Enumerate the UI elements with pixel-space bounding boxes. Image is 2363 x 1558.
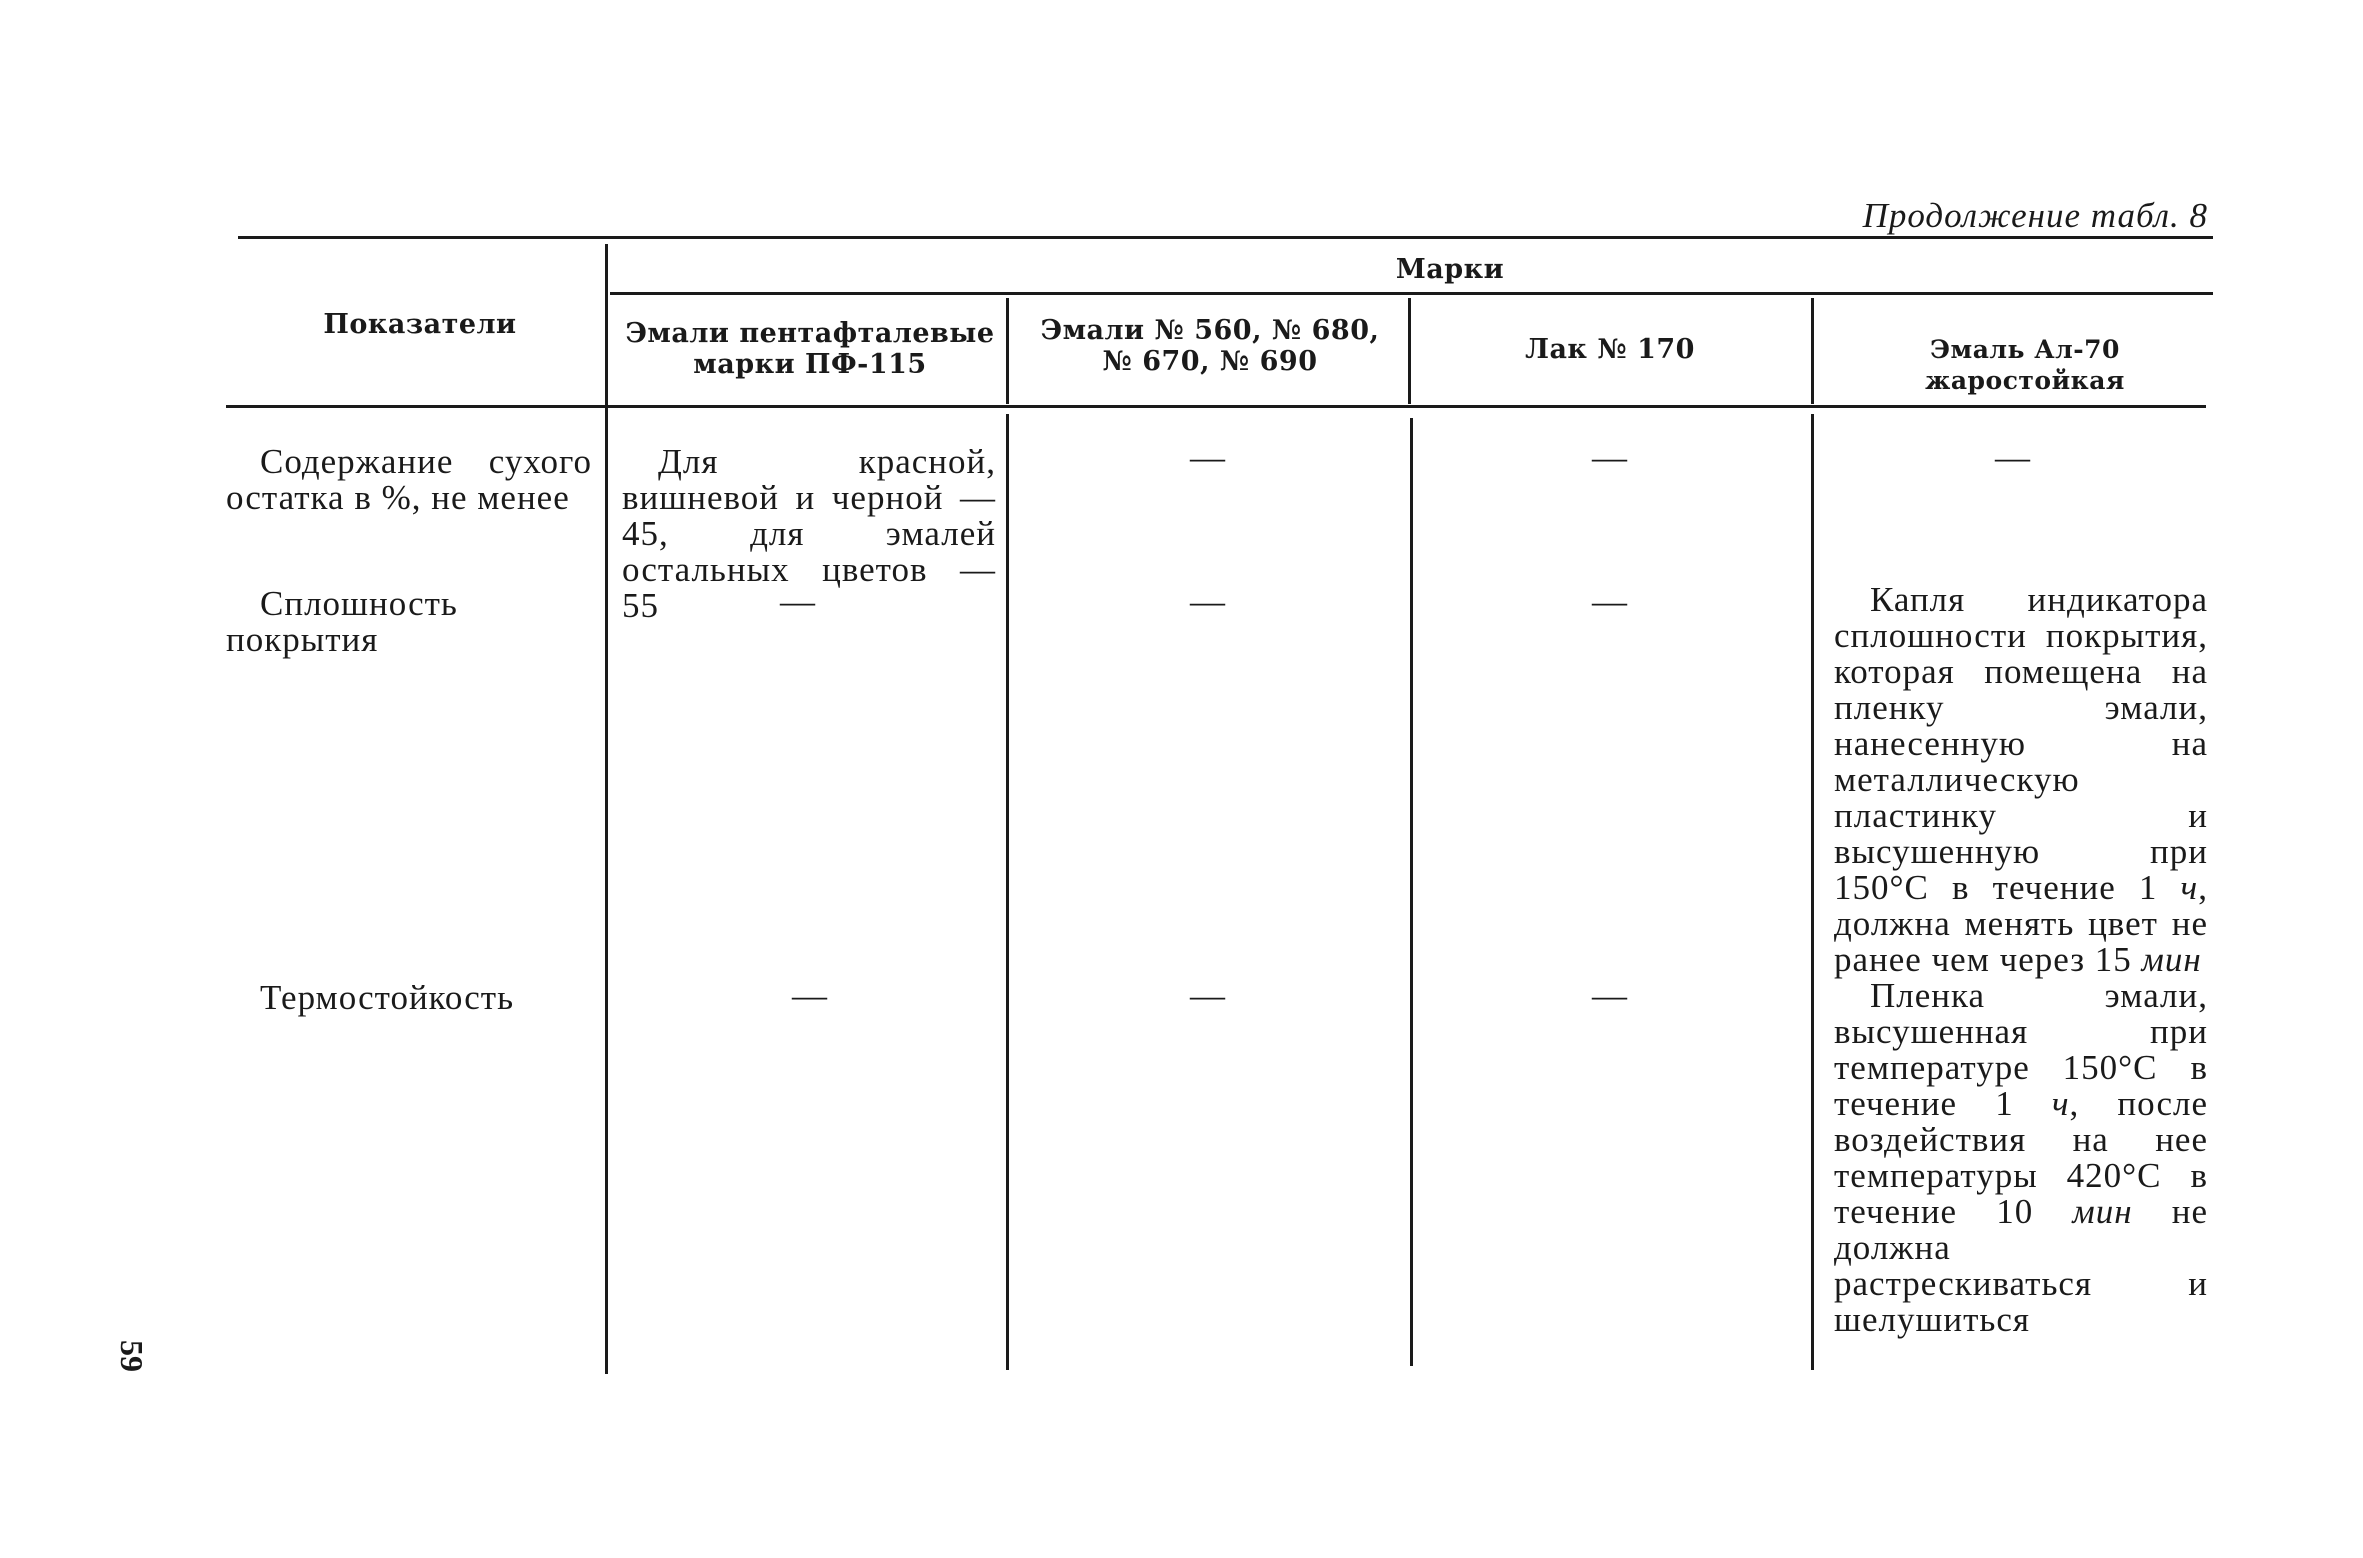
brands-header-rule	[610, 292, 2213, 295]
header-col-pf115: Эмали пентафталевые марки ПФ-115	[625, 318, 995, 380]
column-divider-2	[1006, 414, 1009, 1370]
column-divider-1	[605, 244, 608, 1374]
row-dry-residue-col2: —	[1190, 438, 1225, 477]
header-bottom-rule	[226, 405, 2206, 408]
header-col-al70: Эмаль Ал-70 жаростойкая	[1925, 335, 2125, 395]
column-divider-2-header	[1006, 298, 1009, 404]
column-divider-3-header	[1408, 298, 1411, 404]
row-continuity-al70: Капля индикатора сплошности покрытия, которая помещена на пленку эмали, нанесенную на металлическую пластинку и высушенную при 150°С в течение 1 ч, должна менять цвет не ранее чем через 15 мин	[1834, 580, 2208, 979]
table-continuation-caption: Продолжение табл. 8	[1862, 196, 2208, 235]
table-top-rule	[238, 236, 2213, 239]
header-col-enamels-560: Эмали № 560, № 680, № 670, № 690	[1040, 315, 1380, 377]
page-number: 59	[114, 1340, 150, 1372]
column-divider-4	[1811, 414, 1814, 1370]
row-dry-residue-pf115: Для красной, вишневой и черной — 45, для эмалей остальных цветов — 55	[622, 442, 996, 625]
row-continuity-col3: —	[1592, 582, 1627, 621]
row-heat-resistance-pf115: —	[792, 976, 827, 1015]
column-divider-3	[1410, 418, 1413, 1366]
row-continuity-indicator: Сплошность покрытия	[226, 584, 458, 659]
row-heat-resistance-col3: —	[1592, 976, 1627, 1015]
row-continuity-pf115: —	[780, 582, 815, 621]
header-col-lacquer-170: Лак № 170	[1525, 334, 1695, 365]
header-indicators: Показатели	[323, 309, 517, 340]
row-heat-resistance-col2: —	[1190, 976, 1225, 1015]
header-brands: Марки	[1395, 254, 1505, 285]
row-heat-resistance-al70: Пленка эмали, высушенная при температуре 150°С в течение 1 ч, после воздействия на нее температуры 420°С в течение 10 мин не должна растрескиваться и шелушиться	[1834, 976, 2209, 1339]
row-heat-resistance-indicator: Термостойкость	[260, 978, 515, 1017]
column-divider-4-header	[1811, 298, 1814, 404]
row-continuity-col2: —	[1190, 582, 1225, 621]
row-dry-residue-col3: —	[1592, 438, 1627, 477]
row-dry-residue-indicator: Содержание сухого остатка в %, не менее	[226, 442, 592, 517]
row-dry-residue-col4: —	[1995, 438, 2030, 477]
